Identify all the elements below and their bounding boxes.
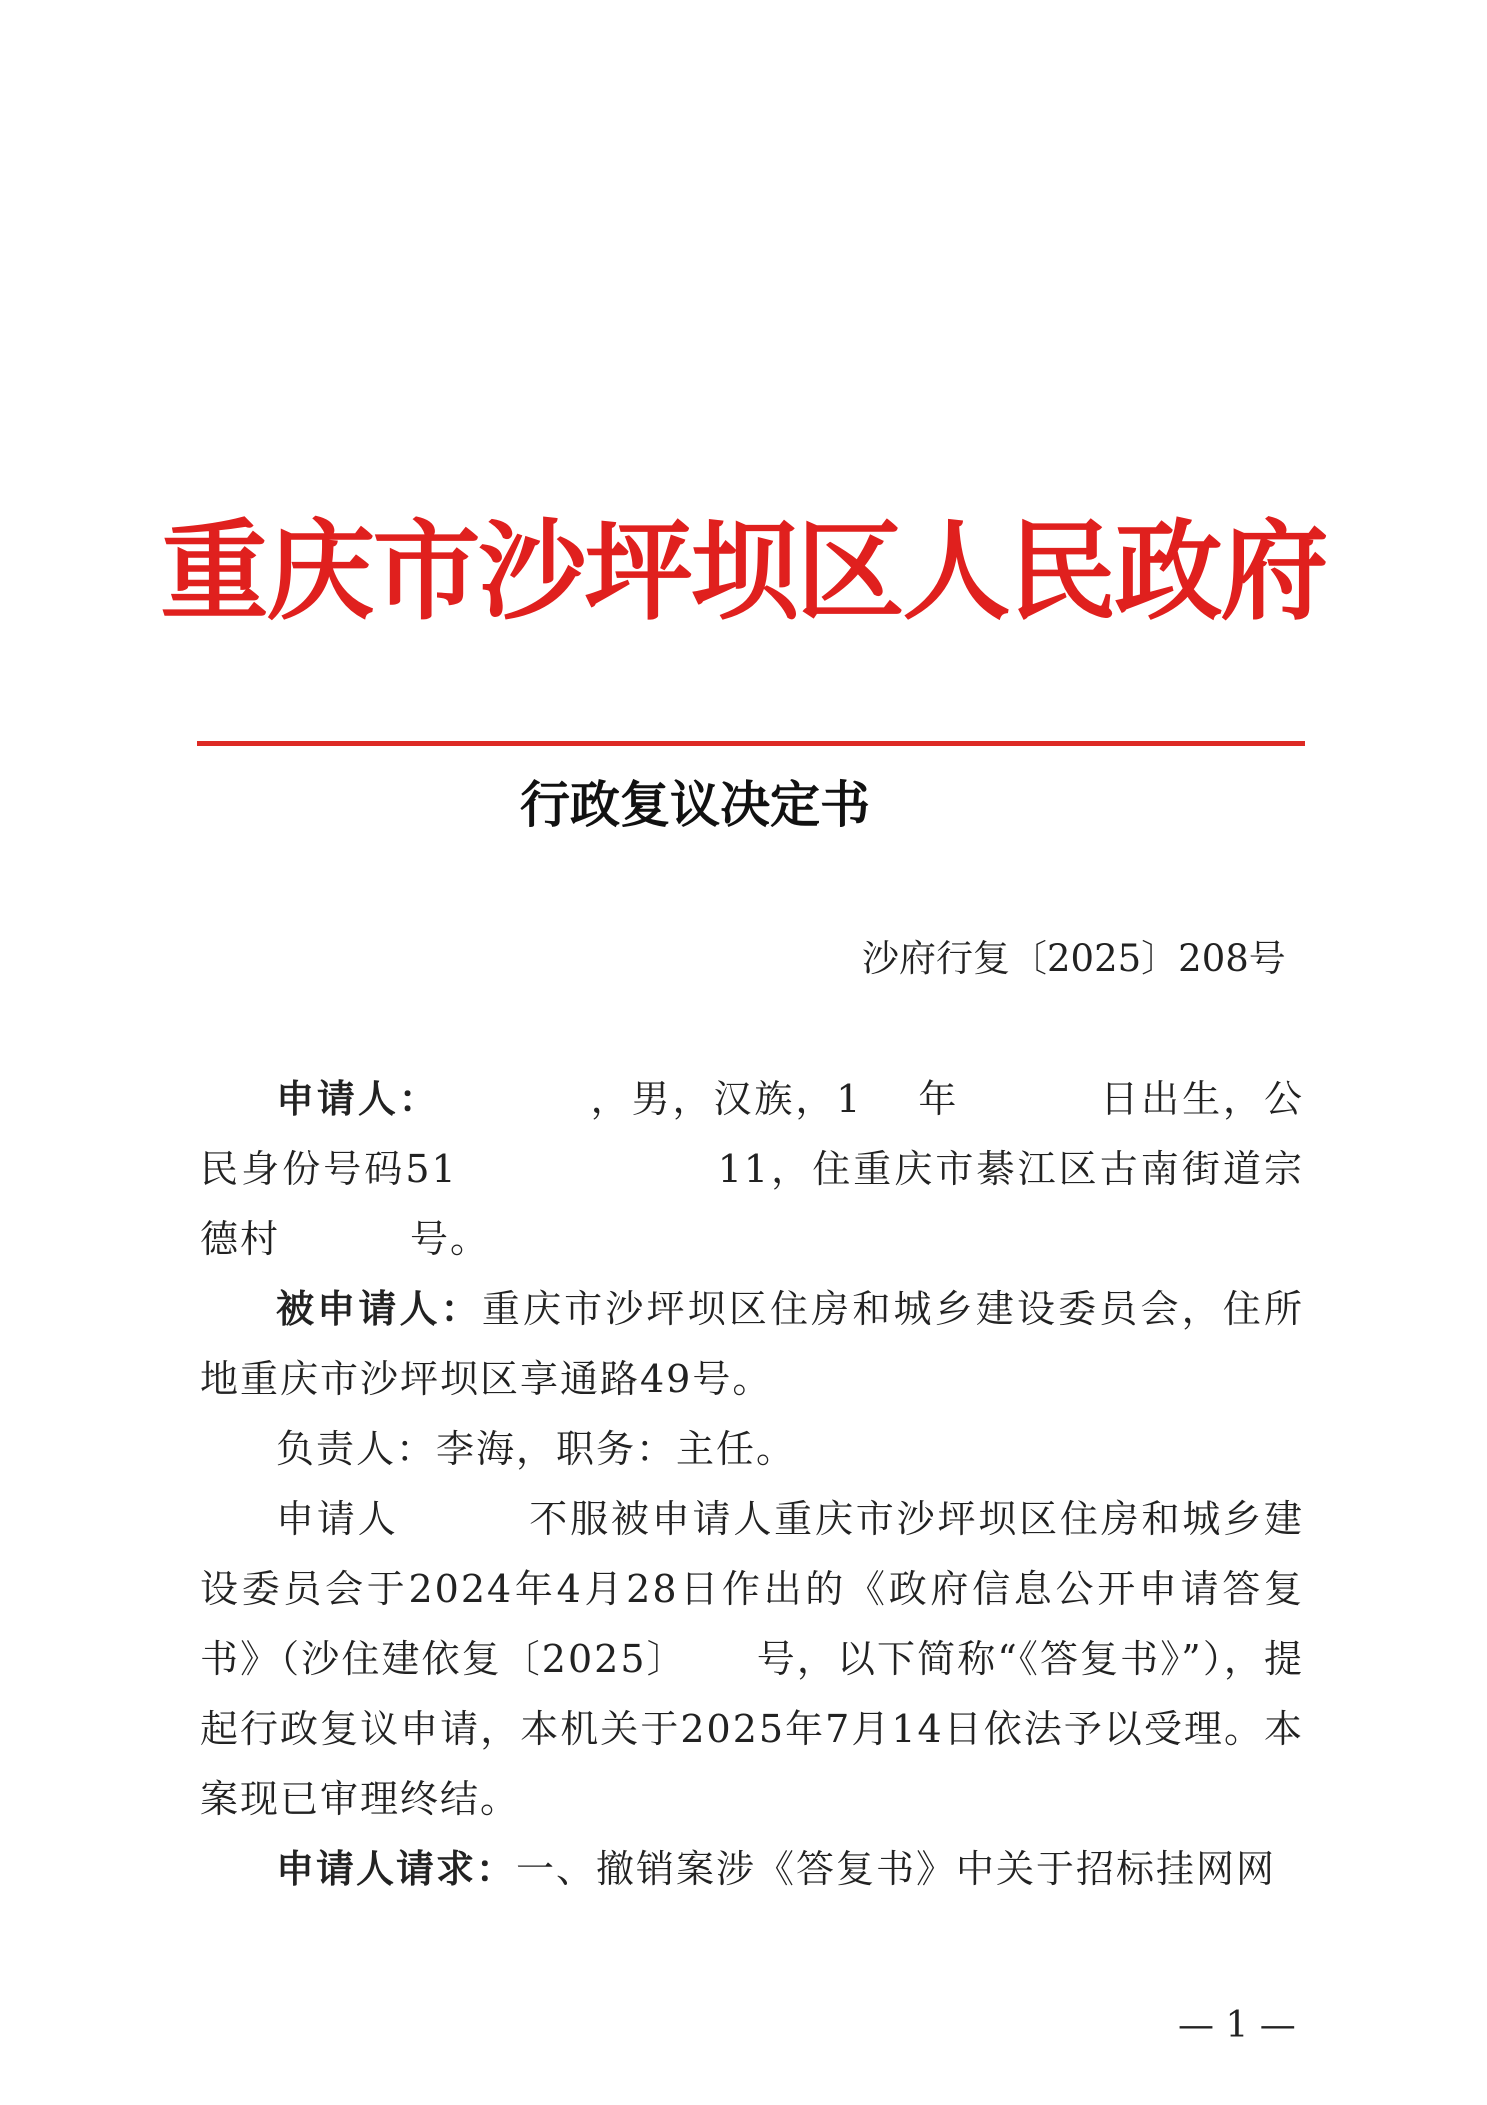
responsible-text: 负责人：李海，职务：主任。: [276, 1427, 797, 1471]
request-paragraph: [200, 1834, 1304, 1904]
case-text-b: 不服被申请人重庆市沙坪坝区住房和城乡建设委员会于2024年4月28日作出的《政府信息公开申请答复书》（沙住建依复〔2025〕: [200, 1497, 1304, 1681]
applicant-text-e: 号。: [410, 1217, 491, 1261]
red-divider-line: [197, 741, 1305, 746]
case-text-c: 号，以下简称“《答复书》”），提起行政复议申请，本机关于2025年7月14日依法予以受理。本案现已审理终结。: [200, 1637, 1304, 1821]
respondent-label: 被申请人：: [276, 1287, 482, 1331]
applicant-label: 申请人：: [276, 1077, 440, 1121]
request-text: 一、撤销案涉《答复书》中关于招标挂网网: [516, 1847, 1277, 1891]
respondent-text: 重庆市沙坪坝区住房和城乡建设委员会，住所地重庆市沙坪坝区享通路49号。: [200, 1287, 1304, 1401]
page-number: — 1 —: [1178, 2005, 1296, 2046]
issuer-title: 重庆市沙坪坝区人民政府: [160, 509, 1327, 635]
respondent-paragraph: [200, 1274, 1304, 1414]
applicant-text-a: ，男，汉族，1: [589, 1077, 863, 1121]
case-text-a: 申请人: [276, 1497, 399, 1541]
document-number: 沙府行复〔2025〕208号: [862, 937, 1286, 980]
document-body: [200, 1064, 1304, 1904]
case-paragraph: [200, 1484, 1304, 1834]
request-label: 申请人请求：: [276, 1847, 517, 1891]
responsible-person-paragraph: [200, 1414, 1304, 1484]
applicant-text-d: 11，住重庆市綦江区古南街道宗德村: [200, 1147, 1304, 1261]
applicant-text-b: 年: [917, 1077, 960, 1121]
applicant-text-c: 日出生，公民身份号码51: [200, 1077, 1304, 1191]
applicant-paragraph: [200, 1064, 1304, 1274]
document-title: 行政复议决定书: [520, 775, 870, 834]
